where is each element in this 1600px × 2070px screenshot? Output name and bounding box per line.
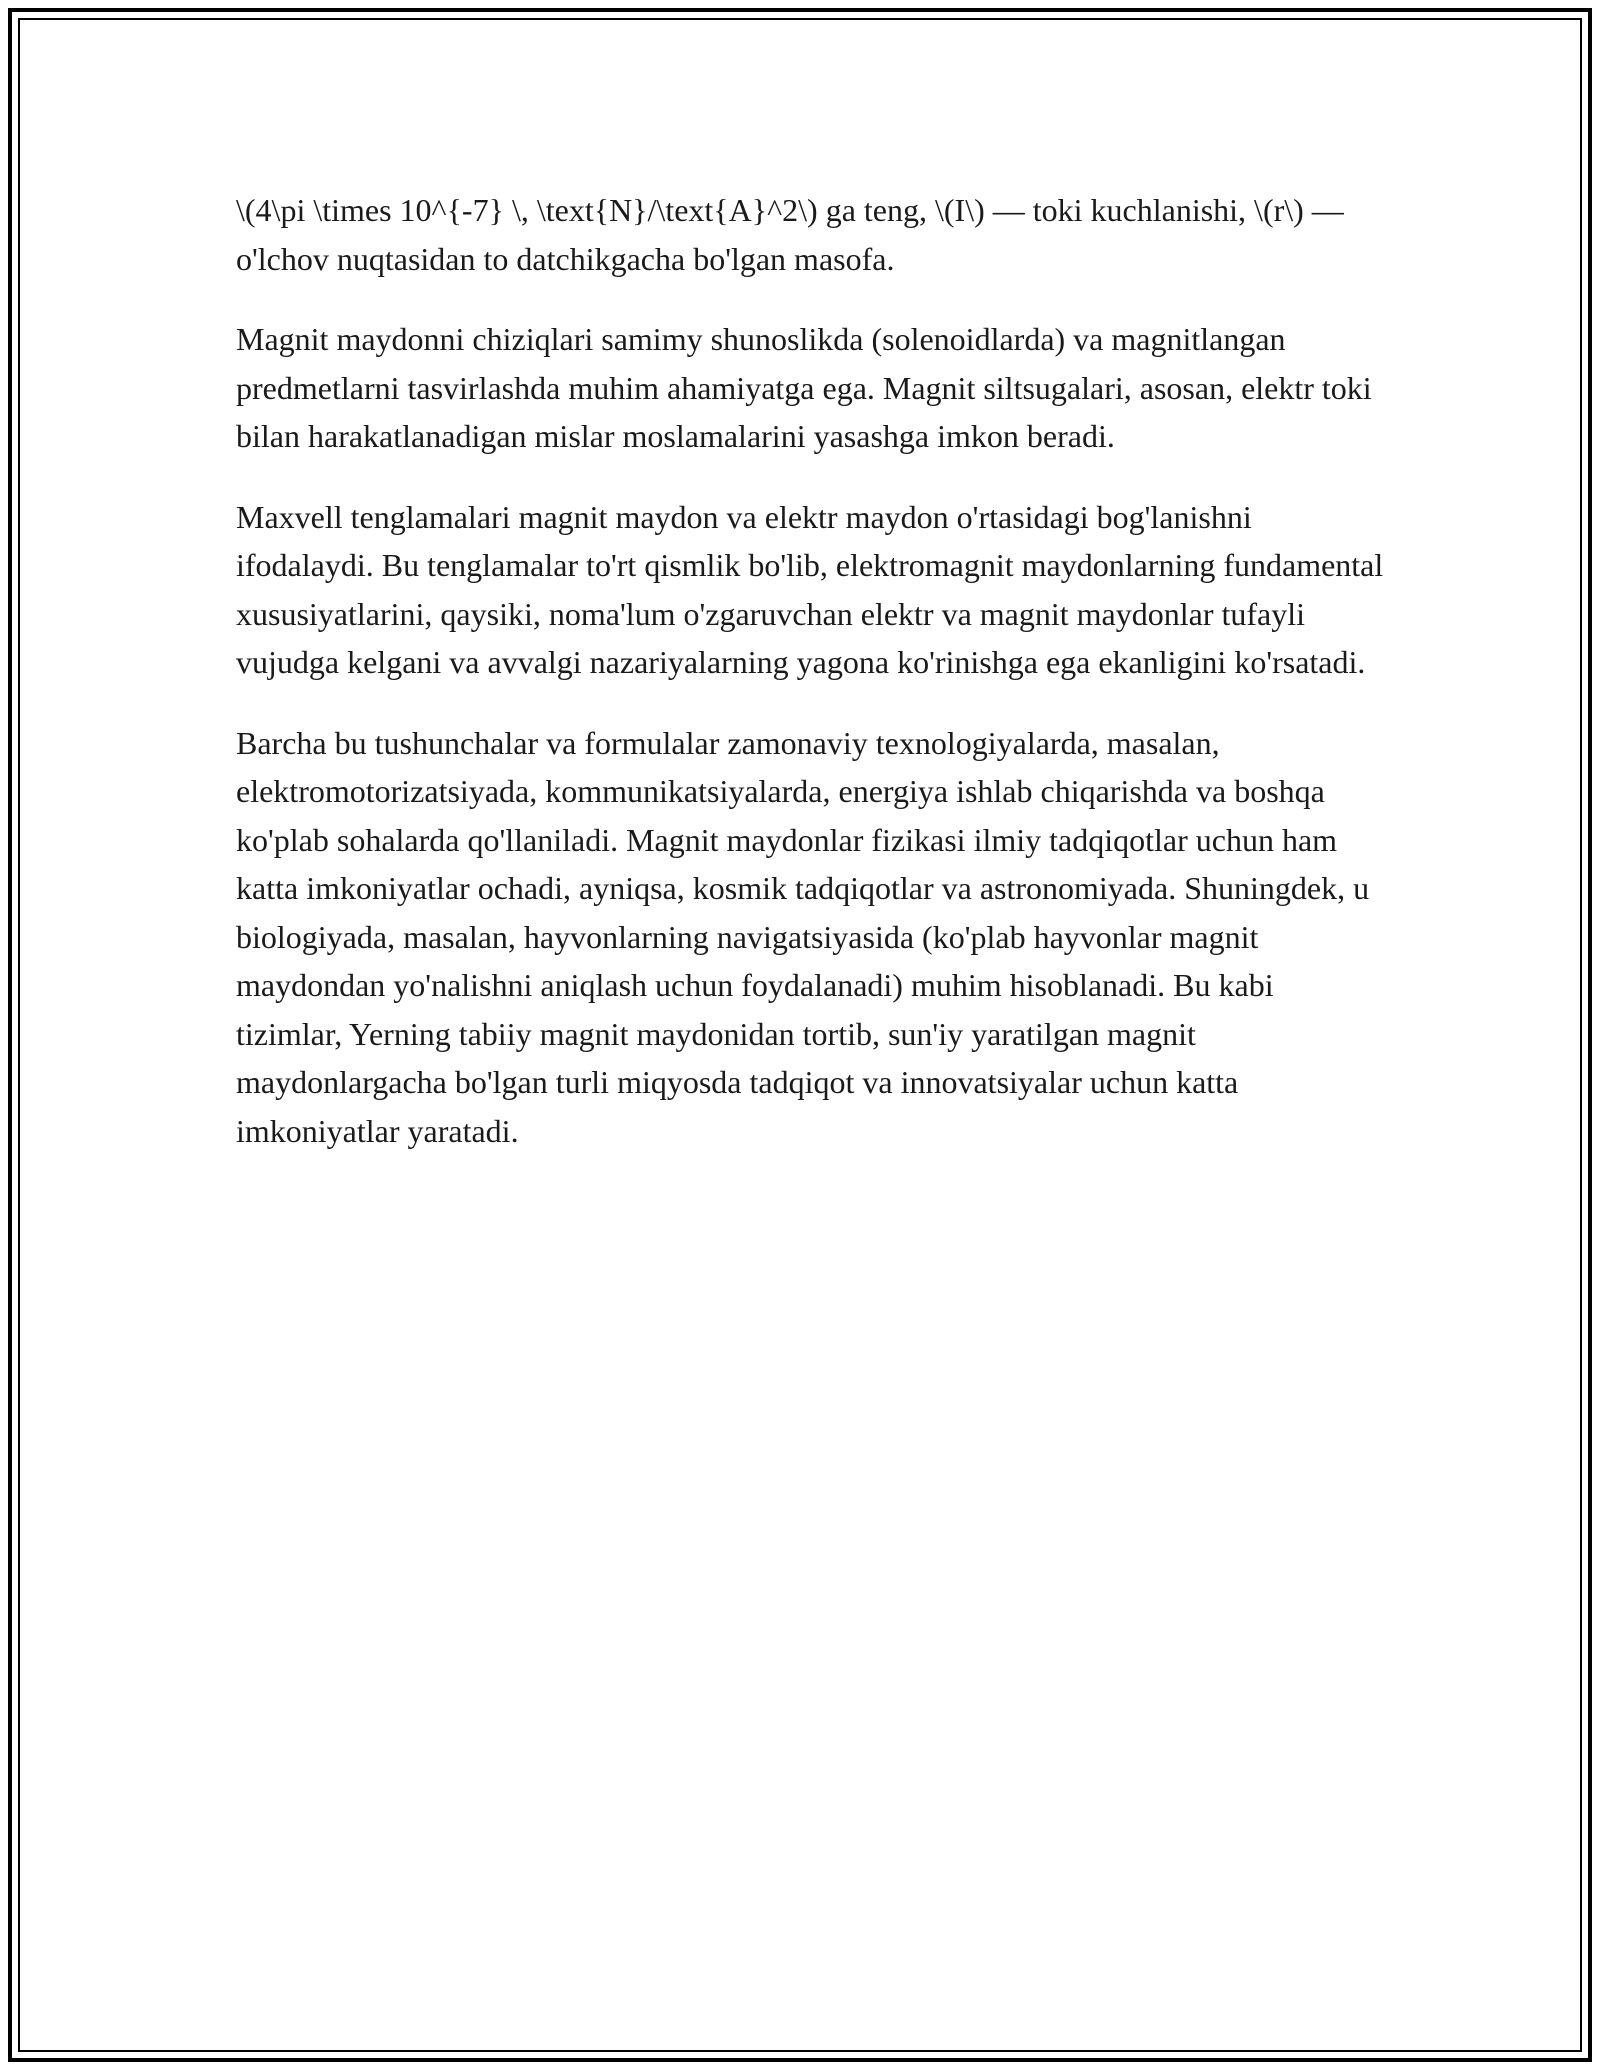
- paragraph-maxwell-equations: Maxvell tenglamalari magnit maydon va elektr maydon o'rtasidagi bog'lanishni ifodalaydi. Bu tenglamalar to'rt qismlik bo'lib, elektromagnit maydonlarning fundamental xususiyatlarini, qaysiki, noma'lum o'zgaruvchan elektr va magnit maydonlar tufayli vujudga kelgani va avvalgi nazariyalarning yagona ko'rinishga ega ekanligini ko'rsatadi.: [236, 498, 1384, 680]
- paragraph-formula-definitions: \(4\pi \times 10^{-7} \, \text{N}/\text{A}^2\) ga teng, \(I\) — toki kuchlanishi, \(r\) — o'lchov nuqtasidan to datchikgacha bo'lgan masofa.: [236, 192, 1344, 277]
- document-body: [236, 186, 1386, 1187]
- paragraph-applications: Barcha bu tushunchalar va formulalar zamonaviy texnologiyalarda, masalan, elektromotorizatsiyada, kommunikatsiyalarda, energiya ishlab chiqarishda va boshqa ko'plab sohalarda qo'llaniladi. Magnit maydonlar fizikasi ilmiy tadqiqotlar uchun ham katta imkoniyatlar ochadi, ayniqsa, kosmik tadqiqotlar va astronomiyada. Shuningdek, u biologiyada, masalan, hayvonlarning navigatsiyasida (ko'plab hayvonlar magnit maydondan yo'nalishni aniqlash uchun foydalanadi) muhim hisoblanadi. Bu kabi tizimlar, Yerning tabiiy magnit maydonidan tortib, sun'iy yaratilgan magnit maydonlargacha bo'lgan turli miqyosda tadqiqot va innovatsiyalar uchun katta imkoniyatlar yaratadi.: [236, 724, 1370, 1149]
- paragraph-magnetic-field-lines: Magnit maydonni chiziqlari samimy shunoslikda (solenoidlarda) va magnitlangan predmetlarni tasvirlashda muhim ahamiyatga ega. Magnit siltsugalari, asosan, elektr toki bilan harakatlanadigan mislar moslamalarini yasashga imkon beradi.: [236, 321, 1372, 454]
